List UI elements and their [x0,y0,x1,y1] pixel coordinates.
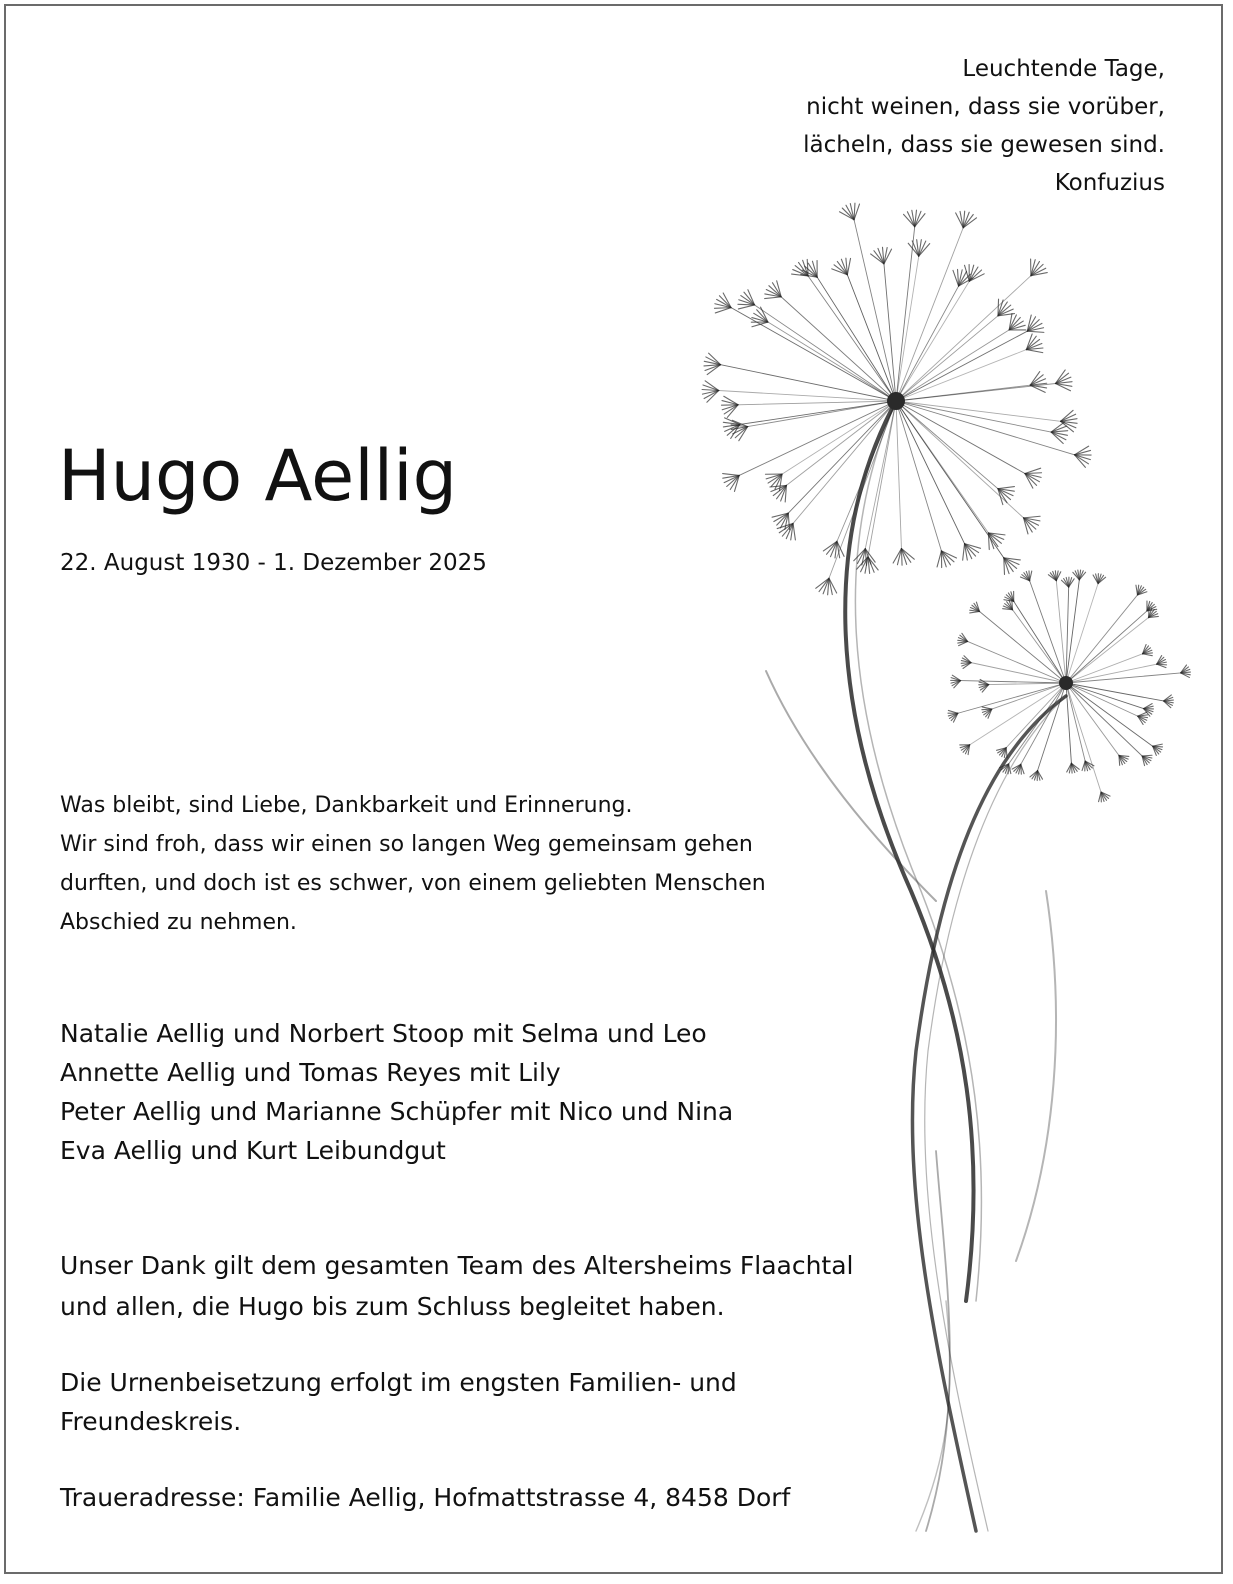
life-dates: 22. August 1930 - 1. Dezember 2025 [60,550,487,576]
family-line: Peter Aellig und Marianne Schüpfer mit Nico und Nina [60,1097,734,1126]
burial-line: Die Urnenbeisetzung erfolgt im engsten Familien- und [60,1368,737,1397]
burial-line: Freundeskreis. [60,1407,242,1436]
thanks-line: Unser Dank gilt dem gesamten Team des Altersheims Flaachtal [60,1251,854,1280]
family-list [60,1014,733,1170]
deceased-name: Hugo Aellig [58,435,458,517]
burial-note [60,1363,737,1441]
mourning-address: Traueradresse: Familie Aellig, Hofmattstrasse 4, 8458 Dorf [60,1483,791,1512]
message-line: Wir sind froh, dass wir einen so langen Weg gemeinsam gehen [60,832,753,857]
message-line: Abschied zu nehmen. [60,910,297,935]
quote-line: nicht weinen, dass sie vorüber, [806,94,1165,120]
message-line: durften, und doch ist es schwer, von einem geliebten Menschen [60,871,766,896]
quote-author: Konfuzius [1054,170,1165,196]
quote-line: Leuchtende Tage, [962,56,1165,82]
quote-block [803,50,1165,202]
family-line: Eva Aellig und Kurt Leibundgut [60,1136,446,1165]
family-line: Annette Aellig und Tomas Reyes mit Lily [60,1058,561,1087]
thanks-note [60,1245,854,1327]
obituary-card [4,4,1223,1574]
family-line: Natalie Aellig und Norbert Stoop mit Selma und Leo [60,1019,707,1048]
thanks-line: und allen, die Hugo bis zum Schluss begleitet haben. [60,1292,725,1321]
message-line: Was bleibt, sind Liebe, Dankbarkeit und Erinnerung. [60,793,633,818]
farewell-message [60,786,766,942]
quote-line: lächeln, dass sie gewesen sind. [803,132,1165,158]
